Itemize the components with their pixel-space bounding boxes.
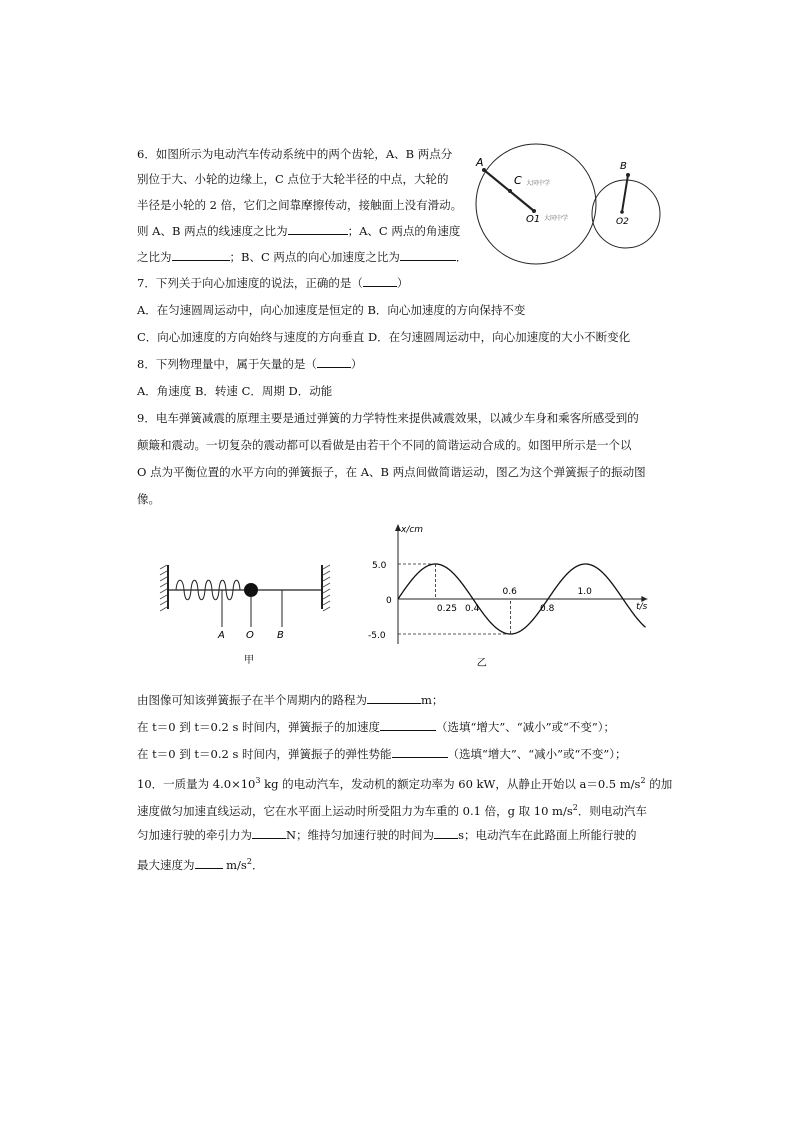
q9-line-3: O 点为平衡位置的水平方向的弹簧振子，在 A、B 两点间做简谐运动，图乙为这个弹簧振子的振动图 (137, 465, 646, 479)
q10-blank-force[interactable] (252, 827, 286, 839)
x-tick-0-8: 0.8 (540, 604, 555, 614)
label-c: C (514, 174, 522, 187)
q9-blank-acceleration[interactable] (380, 719, 436, 731)
y-axis-label: x/cm (401, 525, 424, 535)
q6-l5a: 之比为 (137, 250, 172, 264)
left-wall (160, 565, 168, 611)
q8-options: A．角速度 B．转速 C．周期 D．动能 (137, 384, 333, 398)
point-o1 (532, 209, 536, 213)
q10-l4b: m/s (222, 857, 247, 872)
q10-l3c: s；电动汽车在此路面上所能行驶的 (458, 828, 637, 842)
q10-l1b: kg 的电动汽车，发动机的额定功率为 60 kW，从静止开始以 a＝0.5 m/s (260, 776, 641, 791)
q7-stem (137, 275, 408, 291)
q10-l4-sup: 2 (246, 857, 252, 866)
q10-line-2 (137, 800, 647, 819)
x-tick-1-0: 1.0 (577, 587, 592, 597)
y-tick-min: -5.0 (368, 631, 386, 641)
q9-line-2: 颠簸和震动。一切复杂的震动都可以看做是由若干个不同的简谐运动合成的。如图甲所示是一个以 (137, 438, 632, 452)
x-tick-0-6: 0.6 (502, 587, 517, 597)
q6-line-5 (137, 249, 467, 265)
q8-stem (137, 356, 362, 372)
q9-blank-line-3 (137, 746, 627, 762)
q7-answer-blank[interactable] (363, 275, 397, 287)
y-tick-zero: 0 (386, 596, 392, 606)
gear-figure (470, 140, 670, 270)
point-b (626, 173, 630, 177)
q7-stem-end: ） (396, 276, 409, 290)
q10-l1a: 10．一质量为 4.0×10 (137, 776, 256, 791)
q10-line-3 (137, 827, 636, 843)
q6-l4b: ；A、C 两点的角速度 (347, 224, 461, 238)
label-b: B (277, 630, 284, 641)
q10-l1-sup2: 2 (640, 776, 646, 785)
label-o: O (246, 630, 254, 641)
q10-l2-sup: 2 (572, 803, 578, 812)
q10-l4c: ． (251, 857, 264, 872)
q6-line-1: 6．如图所示为电动汽车传动系统中的两个齿轮，A、B 两点分 (137, 147, 453, 161)
point-c (508, 189, 512, 193)
watermark-c: 大同中学 (526, 180, 551, 187)
y-tick-max: 5.0 (372, 561, 387, 571)
q6-l4a: 则 A、B 两点的线速度之比为 (137, 224, 288, 238)
q10-l1c: 的加 (645, 776, 673, 791)
watermark-o1: 大同中学 (544, 215, 569, 222)
q8-stem-text: 8．下列物理量中，属于矢量的是（ (137, 357, 317, 371)
q6-l5b: ；B、C 两点的向心加速度之比为 (229, 250, 400, 264)
q6-line-3: 半径是小轮的 2 倍，它们之间靠摩擦传动，接触面上没有滑动。 (137, 198, 463, 212)
q9-blank-potential[interactable] (392, 746, 448, 758)
q9-blank-line-1 (137, 692, 443, 708)
oscillator-ball (244, 583, 258, 597)
q6-line-4 (137, 223, 460, 239)
q6-blank-bc-accel[interactable] (400, 249, 456, 261)
q9-b1-post: m； (421, 693, 444, 707)
q9-b1-pre: 由图像可知该弹簧振子在半个周期内的路程为 (137, 693, 367, 707)
q6-blank-ac-omega[interactable] (172, 249, 230, 261)
q10-blank-max-speed[interactable] (195, 857, 223, 869)
large-wheel (476, 144, 596, 264)
label-a: A (218, 630, 225, 641)
q10-line-1 (137, 773, 672, 792)
caption-yi: 乙 (476, 658, 487, 669)
q9-b3-pre: 在 t＝0 到 t＝0.2 s 时间内，弹簧振子的弹性势能 (137, 747, 392, 761)
x-tick-0-25: 0.25 (436, 604, 457, 614)
caption-jia: 甲 (244, 655, 254, 666)
q9-line-1: 9．电车弹簧减震的原理主要是通过弹簧的力学特性来提供减震效果，以减少车身和乘客所感受到的 (137, 411, 639, 425)
spring-oscillator-figure (150, 535, 350, 670)
q8-stem-end: ） (350, 357, 363, 371)
q10-line-4 (137, 854, 263, 873)
q9-b2-pre: 在 t＝0 到 t＝0.2 s 时间内，弹簧振子的加速度 (137, 720, 381, 734)
q9-b3-post: （选填“增大”、“减小”或“不变”）； (447, 747, 627, 761)
q9-line-4: 像。 (137, 492, 160, 506)
right-wall (322, 565, 330, 611)
q7-options-2: C．向心加速度的方向始终与速度的方向垂直 D．在匀速圆周运动中，向心加速度的大小不断变化 (137, 330, 631, 344)
label-a: A (476, 156, 484, 169)
q8-answer-blank[interactable] (317, 356, 351, 368)
point-o2 (620, 210, 624, 214)
q10-l3b: N；维持匀加速行驶的时间为 (286, 828, 435, 842)
q6-line-2: 别位于大、小轮的边缘上，C 点位于大轮半径的中点，大轮的 (137, 172, 449, 186)
q6-l5c: ． (455, 250, 468, 264)
q9-blank-line-2 (137, 719, 615, 735)
label-o1: O1 (526, 214, 541, 225)
q10-l2a: 速度做匀加速直线运动，它在水平面上运动时所受阻力为车重的 0.1 倍，g 取 10 m/s (137, 803, 573, 818)
q10-l2b: ．则电动汽车 (577, 803, 647, 818)
q7-options-1: A．在匀速圆周运动中，向心加速度是恒定的 B．向心加速度的方向保持不变 (137, 303, 526, 317)
x-tick-0-4: 0.4 (465, 604, 480, 614)
x-axis-label: t/s (636, 602, 648, 612)
q7-stem-text: 7．下列关于向心加速度的说法，正确的是（ (137, 276, 363, 290)
q10-blank-time[interactable] (434, 827, 458, 839)
label-b: B (620, 161, 627, 172)
q9-blank-distance[interactable] (367, 692, 421, 704)
q10-l3a: 匀加速行驶的牵引力为 (137, 828, 252, 842)
q10-l1-sup: 3 (255, 776, 261, 785)
label-o2: O2 (616, 217, 629, 227)
q10-l4a: 最大速度为 (137, 857, 195, 872)
q6-blank-ab-speed[interactable] (288, 223, 348, 235)
q9-b2-post: （选填“增大”、“减小”或“不变”）； (436, 720, 616, 734)
vibration-graph (368, 520, 648, 670)
